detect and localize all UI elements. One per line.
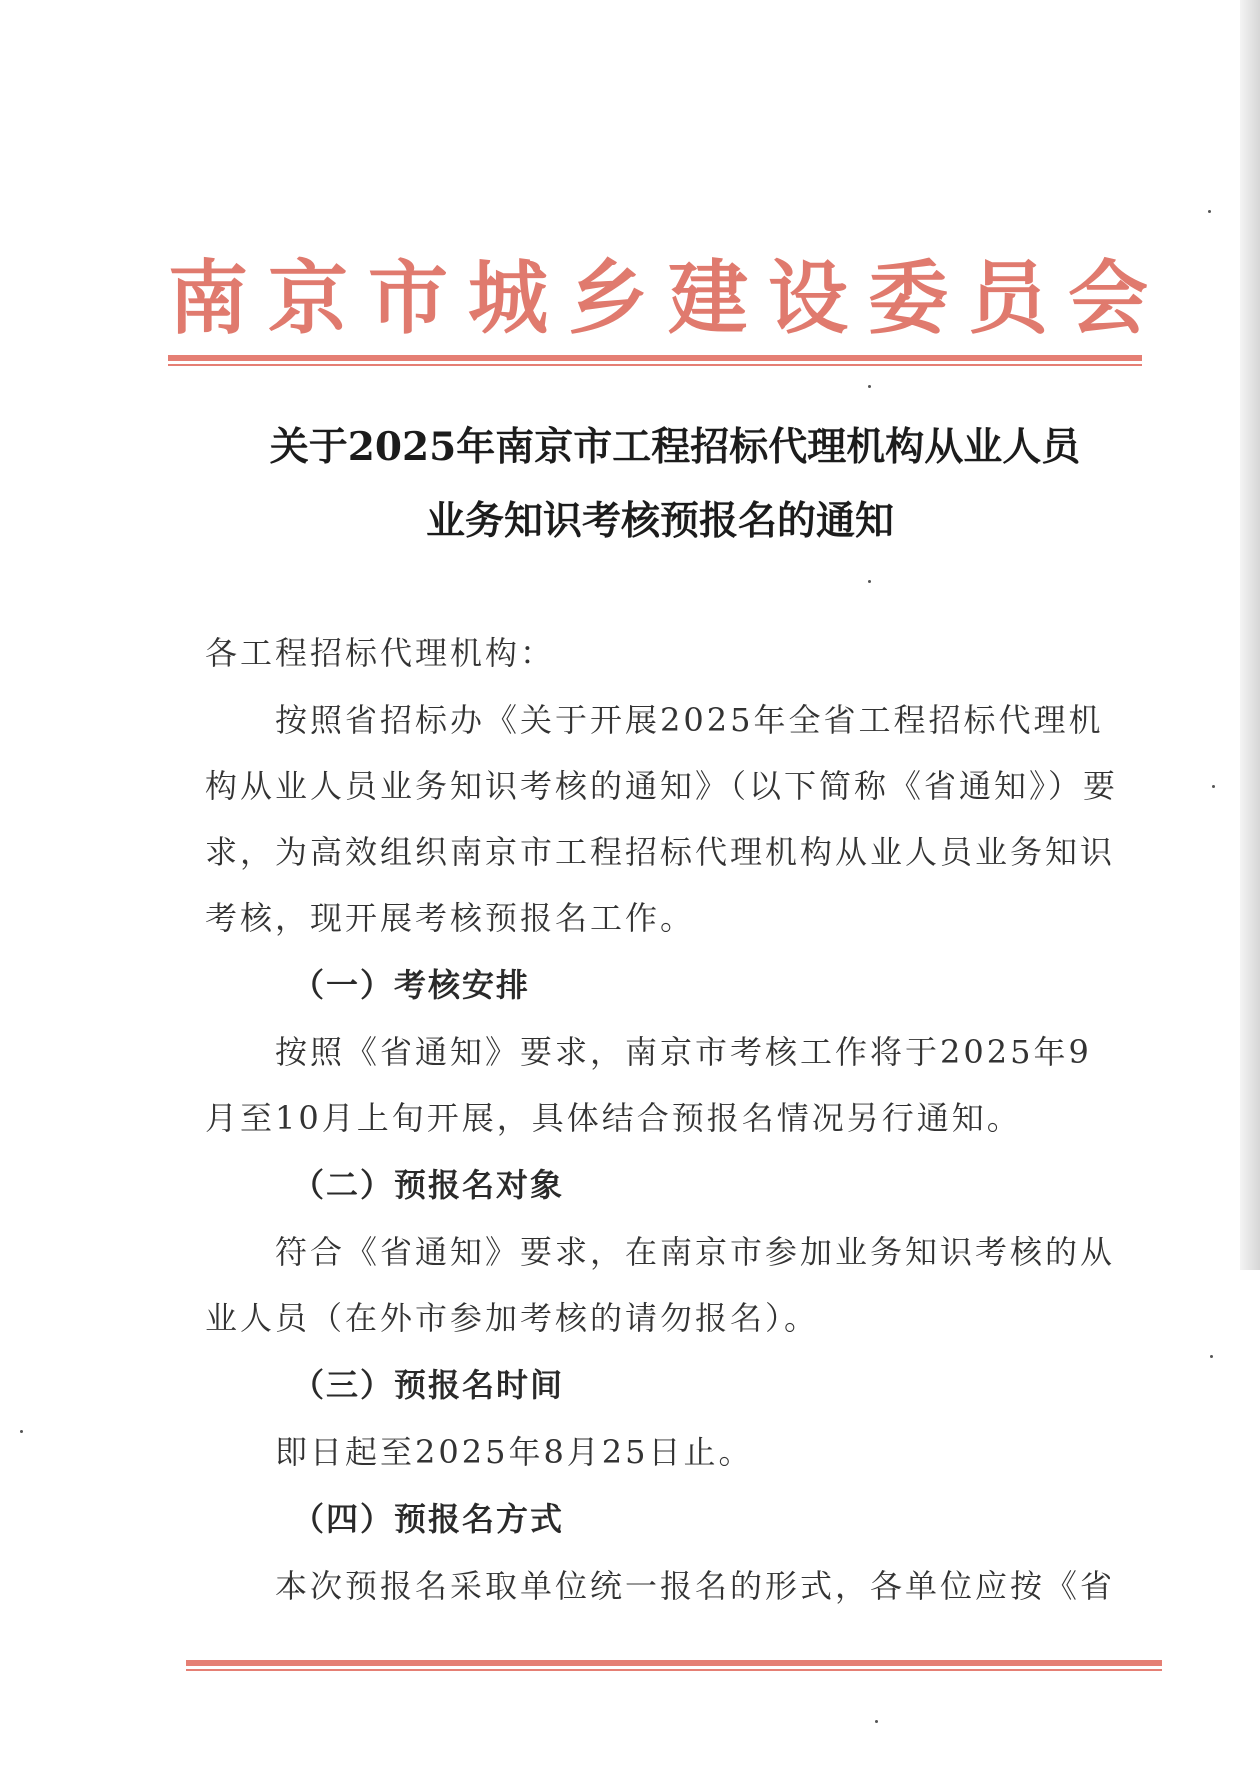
paragraph-line: 月至10月上旬开展，具体结合预报名情况另行通知。 — [205, 1099, 1022, 1137]
masthead-char: 会 — [1068, 251, 1148, 345]
paragraph-line: 构从业人员业务知识考核的通知》（以下简称《省通知》）要 — [205, 767, 1119, 805]
scan-speck — [20, 1430, 23, 1433]
title-line-2: 业务知识考核预报名的通知 — [425, 498, 894, 544]
scan-speck — [1208, 210, 1211, 213]
masthead-char: 城 — [468, 251, 548, 345]
paragraph-line: 符合《省通知》要求，在南京市参加业务知识考核的从 — [205, 1233, 1116, 1271]
scan-edge-shadow — [1240, 0, 1260, 1270]
scan-speck — [868, 580, 871, 583]
footer-divider — [186, 1660, 1162, 1671]
section-heading: （三）预报名时间 — [292, 1366, 565, 1404]
masthead-char: 员 — [968, 251, 1048, 345]
paragraph-line: 按照省招标办《关于开展2025年全省工程招标代理机 — [205, 701, 1104, 739]
masthead-char: 委 — [868, 251, 948, 345]
document-title — [160, 410, 1160, 558]
masthead-char: 设 — [768, 251, 848, 345]
masthead-char: 乡 — [568, 251, 648, 345]
masthead-title — [168, 248, 1148, 348]
masthead-char: 京 — [268, 251, 348, 345]
masthead-char: 南 — [168, 251, 248, 345]
scan-speck — [875, 1720, 878, 1723]
scan-speck — [1210, 1355, 1213, 1358]
salutation: 各工程招标代理机构： — [205, 634, 556, 672]
paragraph-line: 业人员（在外市参加考核的请勿报名）。 — [205, 1299, 820, 1337]
masthead-divider — [168, 355, 1142, 366]
title-line-1: 关于2025年南京市工程招标代理机构从业人员 — [269, 424, 1081, 470]
scan-speck — [868, 385, 871, 388]
section-heading: （二）预报名对象 — [292, 1166, 565, 1204]
scan-speck — [1212, 785, 1215, 788]
masthead-char: 市 — [368, 251, 448, 345]
section-heading: （一）考核安排 — [292, 966, 531, 1004]
paragraph-line: 本次预报名采取单位统一报名的形式，各单位应按《省 — [205, 1567, 1116, 1605]
masthead-char: 建 — [668, 251, 748, 345]
paragraph-line: 按照《省通知》要求，南京市考核工作将于2025年9 — [205, 1033, 1092, 1071]
paragraph-line: 即日起至2025年8月25日止。 — [205, 1433, 754, 1471]
paragraph-line: 求，为高效组织南京市工程招标代理机构从业人员业务知识 — [205, 833, 1116, 871]
paragraph-line: 考核，现开展考核预报名工作。 — [205, 899, 696, 937]
section-heading: （四）预报名方式 — [292, 1500, 565, 1538]
